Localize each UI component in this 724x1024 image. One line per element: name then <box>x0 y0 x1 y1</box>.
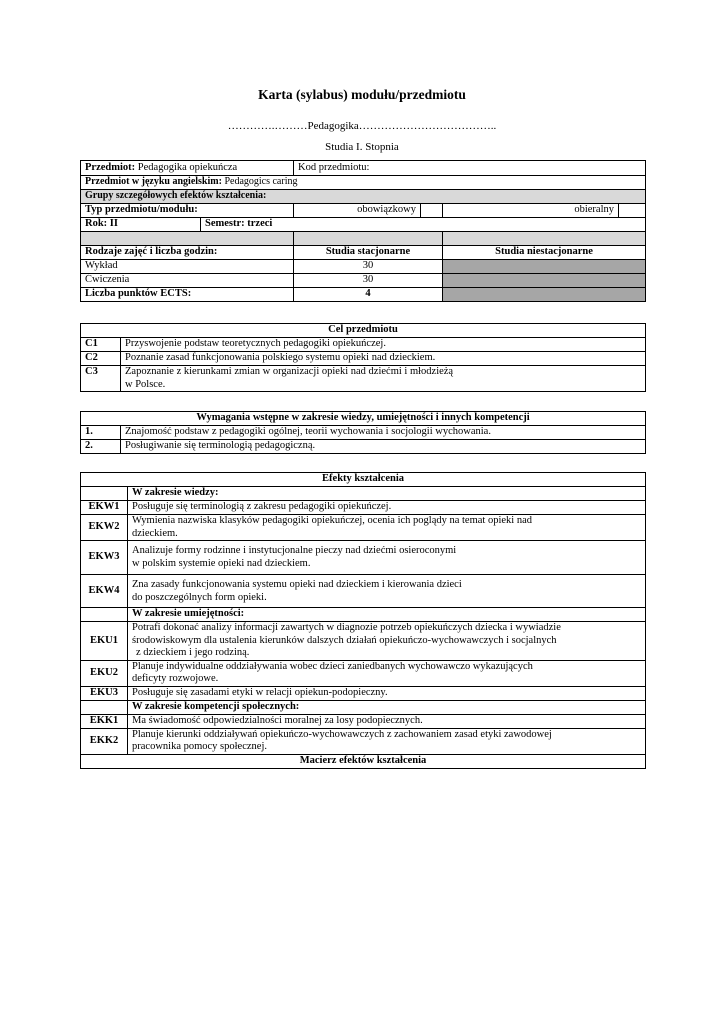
learning-outcomes-table <box>80 472 646 769</box>
prerequisites-table <box>80 411 646 454</box>
part-time-empty <box>443 260 646 274</box>
outcome-code: EKW4 <box>81 575 128 608</box>
outcome-code: EKU1 <box>81 622 128 661</box>
outcome-text: Posługuje się terminologią z zakresu pedagogiki opiekuńczej. <box>128 501 646 515</box>
prerequisite-number: 1. <box>81 426 121 440</box>
part-time-header: Studia niestacjonarne <box>443 246 646 260</box>
course-type-label: Typ przedmiotu/modułu: <box>81 204 294 218</box>
outcomes-header: Efekty kształcenia <box>81 473 646 487</box>
outcome-code: EKU3 <box>81 686 128 700</box>
prerequisite-text: Znajomość podstaw z pedagogiki ogólnej, teorii wychowania i socjologii wychowania. <box>121 426 646 440</box>
outcome-text: Wymienia nazwiska klasyków pedagogiki opiekuńczej, ocenia ich poglądy na temat opieki nad dzieckiem. <box>128 515 646 541</box>
outcome-text: Planuje indywidualne oddziaływania wobec dzieci zaniedbanych wychowawczo wykazujących deficyty rozwojowe. <box>128 660 646 686</box>
objective-text: Przyswojenie podstaw teoretycznych pedagogiki opiekuńczej. <box>121 338 646 352</box>
outcome-code: EKW1 <box>81 501 128 515</box>
outcome-text: Posługuje się zasadami etyki w relacji opiekun-podopieczny. <box>128 686 646 700</box>
empty-cell <box>81 608 128 622</box>
objective-code: C2 <box>81 352 121 366</box>
field-of-study: ………….………Pedagogika……………………………….. <box>227 120 497 132</box>
ects-value: 4 <box>294 288 443 302</box>
study-level: Studia I. Stopnia <box>325 141 399 153</box>
outcome-text: Planuje kierunki oddziaływań opiekuńczo-wychowawczych z zachowaniem zasad etyki zawodowej pracownika pomocy społecznej. <box>128 728 646 754</box>
gray-spacer <box>443 232 646 246</box>
effect-groups-cell: Grupy szczegółowych efektów kształcenia: <box>81 190 646 204</box>
part-time-empty <box>443 288 646 302</box>
objective-text: Zapoznanie z kierunkami zmian w organizacji opieki nad dziećmi i młodzieżą w Polsce. <box>121 366 646 392</box>
full-time-header: Studia stacjonarne <box>294 246 443 260</box>
part-time-empty <box>443 274 646 288</box>
competences-section-header: W zakresie kompetencji społecznych: <box>128 700 646 714</box>
knowledge-section-header: W zakresie wiedzy: <box>128 487 646 501</box>
course-code-cell: Kod przedmiotu: <box>294 161 646 176</box>
course-name-cell: Przedmiot: Pedagogika opiekuńcza <box>81 161 294 176</box>
outcome-code: EKK2 <box>81 728 128 754</box>
type-elective-box <box>619 204 646 218</box>
type-mandatory-box <box>421 204 443 218</box>
course-english-cell: Przedmiot w języku angielskim: Pedagogics caring <box>81 176 646 190</box>
prerequisite-number: 2. <box>81 440 121 454</box>
empty-cell <box>81 487 128 501</box>
objectives-header: Cel przedmiotu <box>81 324 646 338</box>
outcome-code: EKK1 <box>81 714 128 728</box>
outcome-code: EKW3 <box>81 541 128 575</box>
gray-spacer <box>294 232 443 246</box>
objective-code: C1 <box>81 338 121 352</box>
outcomes-matrix-header: Macierz efektów kształcenia <box>81 754 646 768</box>
prerequisites-header: Wymagania wstępne w zakresie wiedzy, umiejętności i innych kompetencji <box>81 412 646 426</box>
lecture-hours: 30 <box>294 260 443 274</box>
semester-cell: Semestr: trzeci <box>201 218 646 232</box>
class-type-lecture: Wykład <box>81 260 294 274</box>
gray-spacer <box>81 232 294 246</box>
class-types-label: Rodzaje zajęć i liczba godzin: <box>81 246 294 260</box>
outcome-text: Zna zasady funkcjonowania systemu opieki nad dzieckiem i kierowania dzieci do poszczególnych form opieki. <box>128 575 646 608</box>
course-info-table <box>80 160 646 302</box>
objective-code: C3 <box>81 366 121 392</box>
exercises-hours: 30 <box>294 274 443 288</box>
objectives-table <box>80 323 646 392</box>
empty-cell <box>81 700 128 714</box>
outcome-code: EKU2 <box>81 660 128 686</box>
type-elective: obieralny <box>443 204 619 218</box>
outcome-text: Ma świadomość odpowiedzialności moralnej za losy podopiecznych. <box>128 714 646 728</box>
outcome-text: Potrafi dokonać analizy informacji zawartych w diagnozie potrzeb opiekuńczych dziecka i wywiadzie środowiskowym dla ustalenia kierunków dalszych działań opiekuńczo-wychowawczych i socjalnych z dzieckiem i jego rodziną. <box>128 622 646 661</box>
outcome-text: Analizuje formy rodzinne i instytucjonalne pieczy nad dziećmi osieroconymi w polskim systemie opieki nad dzieckiem. <box>128 541 646 575</box>
objective-text: Poznanie zasad funkcjonowania polskiego systemu opieki nad dzieckiem. <box>121 352 646 366</box>
skills-section-header: W zakresie umiejętności: <box>128 608 646 622</box>
page-title: Karta (sylabus) modułu/przedmiotu <box>258 87 466 102</box>
type-mandatory: obowiązkowy <box>294 204 421 218</box>
ects-label: Liczba punktów ECTS: <box>81 288 294 302</box>
year-cell: Rok: II <box>81 218 201 232</box>
prerequisite-text: Posługiwanie się terminologią pedagogiczną. <box>121 440 646 454</box>
class-type-exercises: Ćwiczenia <box>81 274 294 288</box>
outcome-code: EKW2 <box>81 515 128 541</box>
